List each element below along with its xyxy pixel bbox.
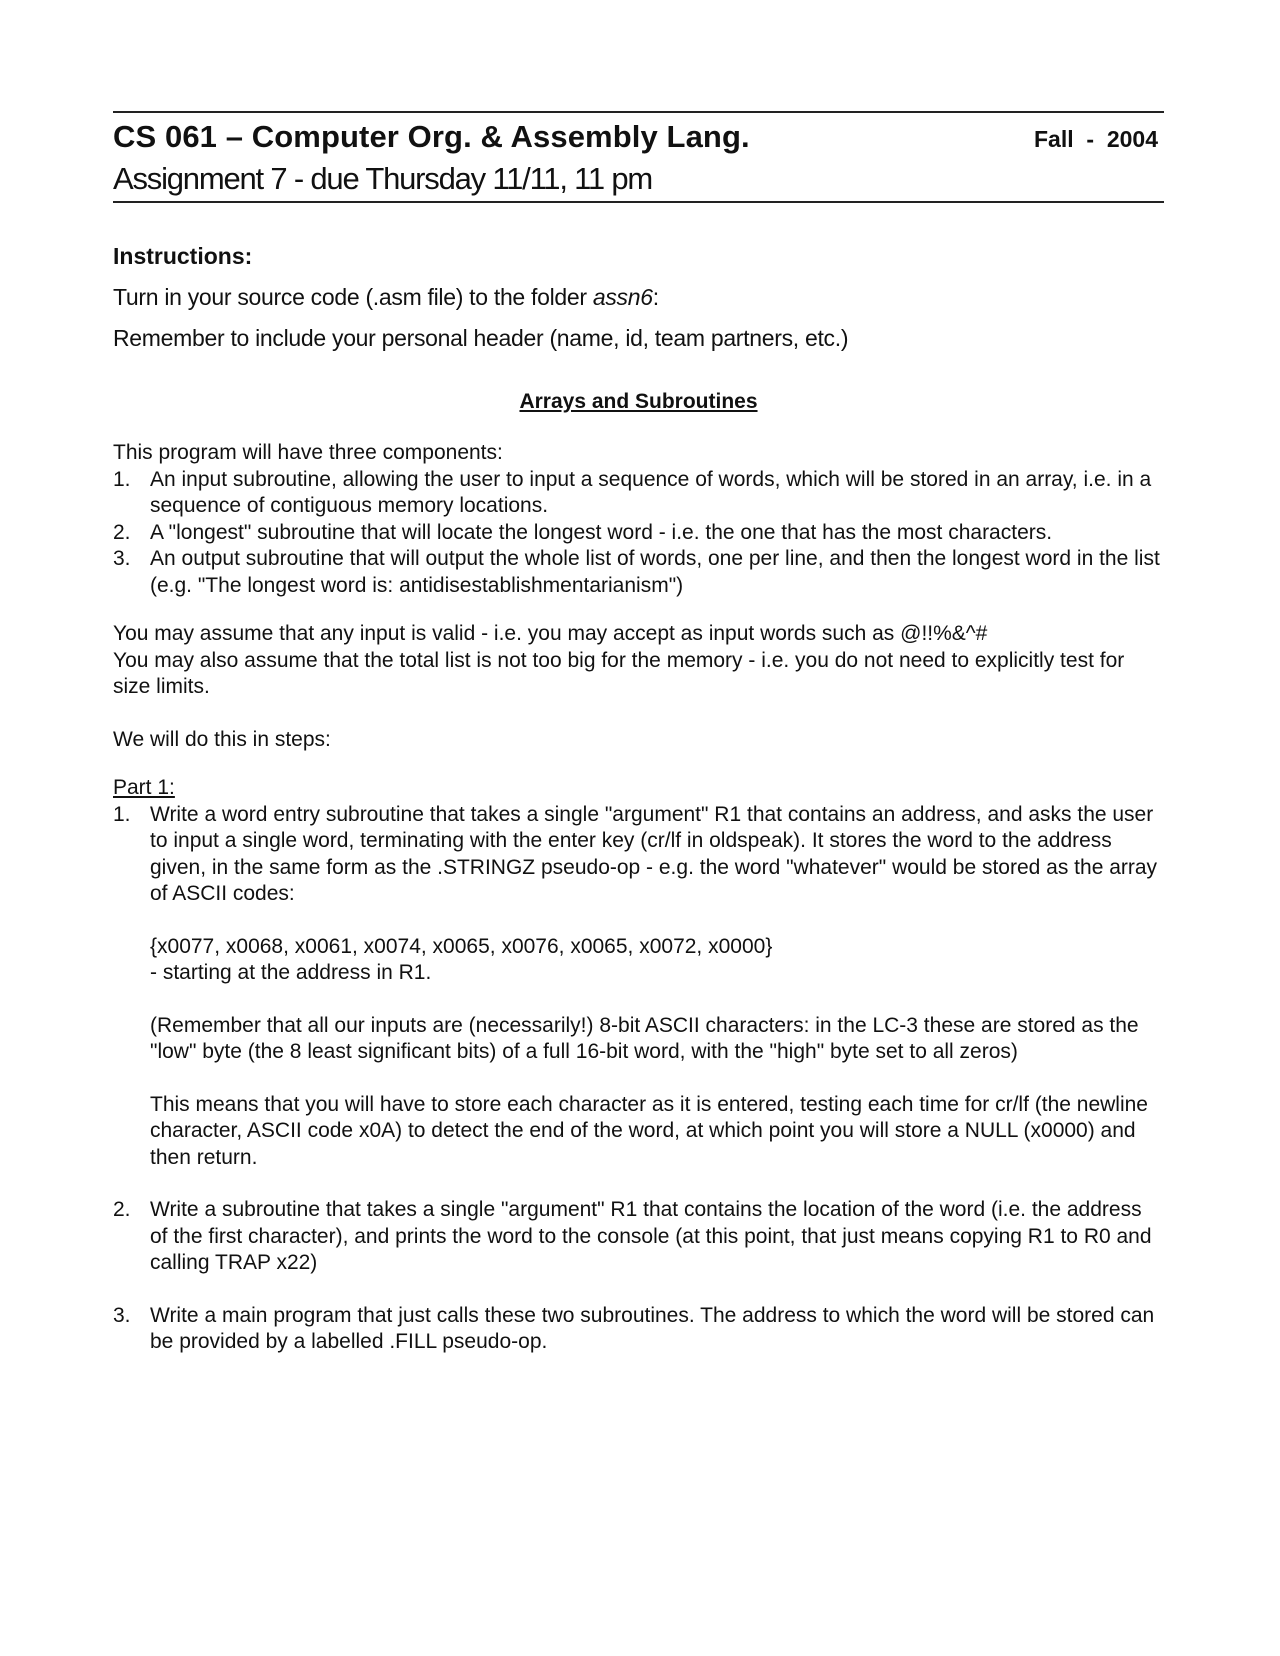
list-item-number: 2. — [113, 520, 131, 544]
assignment-title: Assignment 7 - due Thursday 11/11, 11 pm — [113, 161, 1164, 203]
header-row — [113, 119, 1164, 155]
instructions-heading: Instructions: — [113, 243, 253, 269]
part-1-list — [113, 802, 1164, 1356]
list-item — [113, 1197, 1164, 1277]
folder-name: assn6 — [592, 284, 653, 310]
list-item — [113, 1303, 1164, 1356]
list-item-text: This means that you will have to store each character as it is entered, testing each time for cr/lf (the newline character, ASCII code x0A) to detect the end of the word, at which point you will store a NULL (x0000) and then return. — [150, 1092, 1148, 1169]
list-item-text: Write a word entry subroutine that takes a single "argument" R1 that contains an address, and asks the user to input a single word, terminating with the enter key (cr/lf in oldspeak). It stores the word to the address given, in the same form as the .STRINGZ pseudo-op - e.g. the word "whatever" would be stored as the array of ASCII codes: — [150, 802, 1158, 905]
ascii-codes: {x0077, x0068, x0061, x0074, x0065, x0076, x0065, x0072, x0000} — [150, 934, 773, 958]
list-item-number: 3. — [113, 547, 131, 570]
assumption-line-1: You may assume that any input is valid - i.e. you may accept as input words such as @!!%&^# — [113, 622, 988, 645]
assumptions — [113, 621, 1164, 701]
list-item-text: An output subroutine that will output the whole list of words, one per line, and then the longest word in the list (e.g. "The longest word is: antidisestablishmentarianism") — [150, 547, 1160, 597]
ascii-codes-note: - starting at the address in R1. — [150, 961, 432, 984]
assumption-line-2: You may also assume that the total list is not too big for the memory - i.e. you do not need to explicitly test for size limits. — [113, 648, 1125, 698]
instructions-line-2: Remember to include your personal header (name, id, team partners, etc.) — [113, 325, 849, 351]
document-page — [113, 111, 1164, 1356]
list-item-number: 1. — [113, 467, 131, 491]
instructions-line-1 — [113, 284, 1164, 311]
instructions-line-1-suffix: : — [652, 284, 659, 310]
part-1-label: Part 1: — [113, 776, 175, 799]
components-list — [113, 467, 1164, 600]
steps-intro: We will do this in steps: — [113, 727, 331, 751]
intro-text: This program will have three components: — [113, 441, 503, 464]
list-item-text: A "longest" subroutine that will locate the longest word - i.e. the one that has the most characters. — [150, 520, 1053, 544]
list-item — [113, 467, 1164, 520]
list-item-text: (Remember that all our inputs are (necessarily!) 8-bit ASCII characters: in the LC-3 these are stored as the "low" byte (the 8 least significant bits) of a full 16-bit word, with the "high" byte set to all zeros) — [150, 1013, 1139, 1063]
list-item-text: Write a main program that just calls these two subroutines. The address to which the word will be stored can be provided by a labelled .FILL pseudo-op. — [150, 1303, 1155, 1353]
list-item-text: Write a subroutine that takes a single "argument" R1 that contains the location of the word (i.e. the address of the first character), and prints the word to the console (at this point, that just means copying R1 to R0 and calling TRAP x22) — [150, 1198, 1152, 1274]
list-item — [113, 802, 1164, 1172]
top-rule — [113, 111, 1164, 113]
list-item-number: 3. — [113, 1303, 131, 1327]
list-item-number: 1. — [113, 802, 131, 826]
list-item — [113, 546, 1164, 599]
list-item-body — [150, 802, 1164, 1172]
list-item-text: An input subroutine, allowing the user to input a sequence of words, which will be stored in an array, i.e. in a sequence of contiguous memory locations. — [150, 467, 1152, 517]
term-label: Fall - 2004 — [1033, 126, 1158, 152]
list-item-number: 2. — [113, 1198, 131, 1221]
course-title: CS 061 – Computer Org. & Assembly Lang. — [113, 119, 750, 154]
list-item — [113, 520, 1164, 547]
instructions-line-1-prefix: Turn in your source code (.asm file) to the folder — [113, 284, 593, 310]
section-title: Arrays and Subroutines — [519, 390, 758, 413]
